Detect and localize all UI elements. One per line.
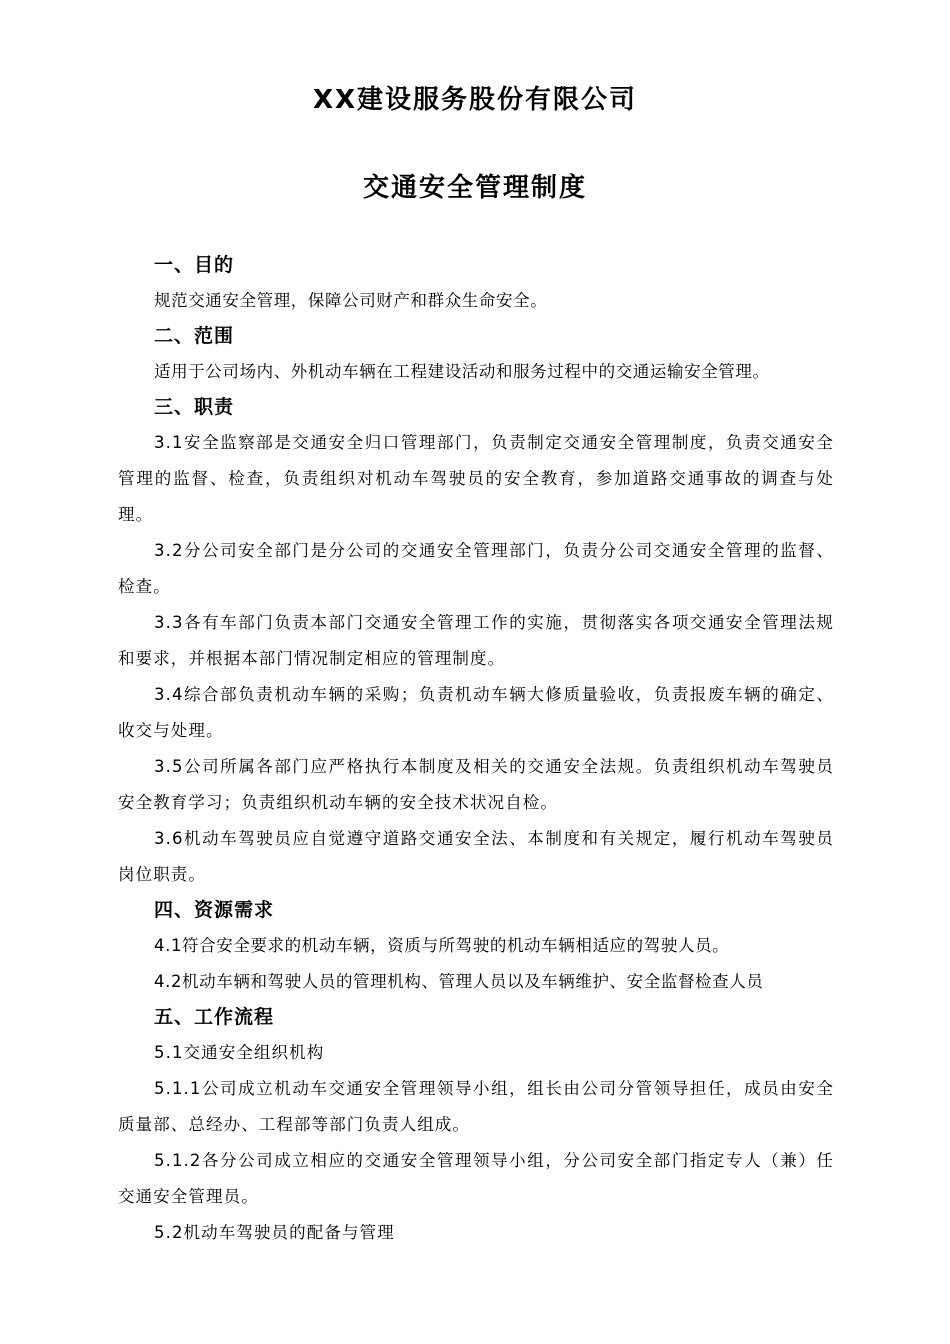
paragraph-5-1-1: 5.1.1公司成立机动车交通安全管理领导小组，组长由公司分管领导担任，成员由安全质量部、总经办、工程部等部门负责人组成。 (118, 1079, 834, 1134)
section-heading-workflow: 五、工作流程 (154, 1006, 275, 1028)
section-heading-purpose: 一、目的 (154, 254, 235, 276)
company-name: XX建设服务股份有限公司 (312, 85, 638, 115)
paragraph-5-2: 5.2机动车驾驶员的配备与管理 (154, 1223, 395, 1242)
paragraph-5-1-2: 5.1.2各分公司成立相应的交通安全管理领导小组，分公司安全部门指定专人（兼）任交通安全管理员。 (118, 1151, 834, 1206)
paragraph-3-6: 3.6机动车驾驶员应自觉遵守道路交通安全法、本制度和有关规定，履行机动车驾驶员岗位职责。 (118, 829, 834, 884)
document-body (118, 248, 834, 1251)
paragraph-3-4: 3.4综合部负责机动车辆的采购；负责机动车辆大修质量验收，负责报废车辆的确定、收交与处理。 (118, 685, 834, 740)
document-title: 交通安全管理制度 (362, 173, 587, 203)
section-heading-resources: 四、资源需求 (154, 899, 275, 921)
paragraph-scope: 适用于公司场内、外机动车辆在工程建设活动和服务过程中的交通运输安全管理。 (154, 362, 770, 381)
paragraph-5-1: 5.1交通安全组织机构 (154, 1043, 325, 1062)
paragraph-3-5: 3.5公司所属各部门应严格执行本制度及相关的交通安全法规。负责组织机动车驾驶员安全教育学习；负责组织机动车辆的安全技术状况自检。 (118, 757, 834, 812)
paragraph-4-1: 4.1符合安全要求的机动车辆，资质与所驾驶的机动车辆相适应的驾驶人员。 (154, 936, 730, 955)
paragraph-3-2: 3.2分公司安全部门是分公司的交通安全管理部门，负责分公司交通安全管理的监督、检查。 (118, 541, 834, 596)
paragraph-4-2: 4.2机动车辆和驾驶人员的管理机构、管理人员以及车辆维护、安全监督检查人员 (154, 972, 764, 991)
section-heading-responsibilities: 三、职责 (154, 396, 235, 418)
paragraph-purpose: 规范交通安全管理，保障公司财产和群众生命安全。 (154, 291, 548, 310)
section-heading-scope: 二、范围 (154, 325, 235, 347)
paragraph-3-3: 3.3各有车部门负责本部门交通安全管理工作的实施，贯彻落实各项交通安全管理法规和要求，并根据本部门情况制定相应的管理制度。 (118, 613, 834, 668)
paragraph-3-1: 3.1安全监察部是交通安全归口管理部门，负责制定交通安全管理制度，负责交通安全管理的监督、检查，负责组织对机动车驾驶员的安全教育，参加道路交通事故的调查与处理。 (118, 433, 834, 524)
